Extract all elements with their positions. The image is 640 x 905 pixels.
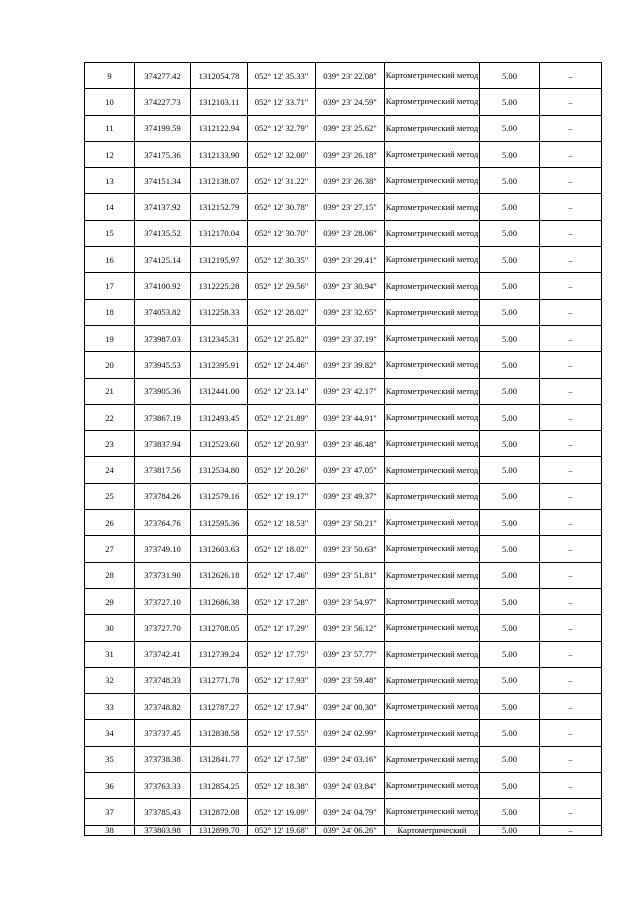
y-coordinate: 1312138.07 [191,168,248,194]
point-number: 12 [85,141,135,167]
determination-method: Картометрический метод [385,325,480,351]
coordinates-table [84,62,602,836]
note: – [540,483,602,509]
accuracy: 5.00 [480,746,540,772]
latitude: 052° 12' 33.71" [248,89,316,115]
latitude: 052° 12' 30.70" [248,220,316,246]
point-number: 30 [85,615,135,641]
point-number: 23 [85,431,135,457]
x-coordinate: 373738.38 [135,746,191,772]
x-coordinate: 374277.42 [135,63,191,89]
determination-method: Картометрический метод [385,746,480,772]
y-coordinate: 1312195.97 [191,247,248,273]
latitude: 052° 12' 19.17" [248,483,316,509]
note: – [540,352,602,378]
accuracy: 5.00 [480,378,540,404]
point-number: 24 [85,457,135,483]
latitude: 052° 12' 31.22" [248,168,316,194]
y-coordinate: 1312595.36 [191,510,248,536]
table-row [85,694,602,720]
note: – [540,457,602,483]
point-number: 36 [85,773,135,799]
table-row [85,89,602,115]
note: – [540,510,602,536]
table-row [85,667,602,693]
x-coordinate: 373987.03 [135,325,191,351]
x-coordinate: 373748.33 [135,667,191,693]
longitude: 039° 24' 04.79" [316,799,385,825]
determination-method: Картометрический метод [385,247,480,273]
determination-method: Картометрический метод [385,63,480,89]
accuracy: 5.00 [480,431,540,457]
point-number: 10 [85,89,135,115]
note: – [540,641,602,667]
note: – [540,615,602,641]
x-coordinate: 373817.56 [135,457,191,483]
table-row [85,404,602,430]
x-coordinate: 374100.92 [135,273,191,299]
determination-method: Картометрический метод [385,641,480,667]
accuracy: 5.00 [480,273,540,299]
table-row [85,63,602,89]
determination-method: Картометрический метод [385,588,480,614]
accuracy: 5.00 [480,168,540,194]
y-coordinate: 1312771.78 [191,667,248,693]
latitude: 052° 12' 19.09" [248,799,316,825]
accuracy: 5.00 [480,799,540,825]
determination-method: Картометрический метод [385,510,480,536]
determination-method: Картометрический [385,825,480,835]
point-number: 22 [85,404,135,430]
longitude: 039° 23' 30.94" [316,273,385,299]
determination-method: Картометрический метод [385,378,480,404]
x-coordinate: 374135.52 [135,220,191,246]
latitude: 052° 12' 28.02" [248,299,316,325]
accuracy: 5.00 [480,220,540,246]
y-coordinate: 1312787.27 [191,694,248,720]
table-row [85,194,602,220]
latitude: 052° 12' 17.93" [248,667,316,693]
y-coordinate: 1312152.79 [191,194,248,220]
latitude: 052° 12' 17.55" [248,720,316,746]
y-coordinate: 1312258.33 [191,299,248,325]
point-number: 32 [85,667,135,693]
y-coordinate: 1312854.25 [191,773,248,799]
point-number: 28 [85,562,135,588]
determination-method: Картометрический метод [385,694,480,720]
table-row [85,588,602,614]
y-coordinate: 1312523.60 [191,431,248,457]
x-coordinate: 373803.98 [135,825,191,835]
y-coordinate: 1312872.08 [191,799,248,825]
latitude: 052° 12' 32.79" [248,115,316,141]
table-row [85,325,602,351]
x-coordinate: 374137.92 [135,194,191,220]
table-row [85,483,602,509]
determination-method: Картометрический метод [385,773,480,799]
table-row [85,299,602,325]
x-coordinate: 374227.73 [135,89,191,115]
table-row [85,746,602,772]
longitude: 039° 23' 37.19" [316,325,385,351]
latitude: 052° 12' 30.78" [248,194,316,220]
latitude: 052° 12' 24.46" [248,352,316,378]
y-coordinate: 1312170.04 [191,220,248,246]
note: – [540,273,602,299]
note: – [540,63,602,89]
point-number: 31 [85,641,135,667]
point-number: 33 [85,694,135,720]
note: – [540,378,602,404]
longitude: 039° 23' 49.37" [316,483,385,509]
x-coordinate: 373905.36 [135,378,191,404]
accuracy: 5.00 [480,247,540,273]
y-coordinate: 1312103.11 [191,89,248,115]
accuracy: 5.00 [480,299,540,325]
y-coordinate: 1312739.24 [191,641,248,667]
table-row [85,168,602,194]
table-row [85,141,602,167]
y-coordinate: 1312626.18 [191,562,248,588]
latitude: 052° 12' 23.14" [248,378,316,404]
accuracy: 5.00 [480,89,540,115]
note: – [540,588,602,614]
table-row [85,799,602,825]
table-row [85,247,602,273]
longitude: 039° 23' 59.48" [316,667,385,693]
table-row [85,510,602,536]
y-coordinate: 1312841.77 [191,746,248,772]
longitude: 039° 23' 29.41" [316,247,385,273]
longitude: 039° 23' 24.59" [316,89,385,115]
note: – [540,825,602,835]
determination-method: Картометрический метод [385,299,480,325]
latitude: 052° 12' 17.75" [248,641,316,667]
point-number: 26 [85,510,135,536]
longitude: 039° 23' 57.77" [316,641,385,667]
y-coordinate: 1312686.38 [191,588,248,614]
accuracy: 5.00 [480,562,540,588]
point-number: 19 [85,325,135,351]
table-row [85,273,602,299]
point-number: 13 [85,168,135,194]
longitude: 039° 24' 06.26" [316,825,385,835]
determination-method: Картометрический метод [385,352,480,378]
point-number: 17 [85,273,135,299]
note: – [540,194,602,220]
table-row [85,352,602,378]
note: – [540,746,602,772]
note: – [540,220,602,246]
x-coordinate: 374151.34 [135,168,191,194]
latitude: 052° 12' 21.89" [248,404,316,430]
longitude: 039° 23' 26.18" [316,141,385,167]
x-coordinate: 373727.70 [135,615,191,641]
table-row [85,220,602,246]
point-number: 18 [85,299,135,325]
note: – [540,799,602,825]
table-row [85,720,602,746]
determination-method: Картометрический метод [385,115,480,141]
note: – [540,141,602,167]
point-number: 29 [85,588,135,614]
x-coordinate: 373737.45 [135,720,191,746]
table-row [85,641,602,667]
accuracy: 5.00 [480,457,540,483]
determination-method: Картометрический метод [385,431,480,457]
x-coordinate: 373749.10 [135,536,191,562]
longitude: 039° 23' 42.17" [316,378,385,404]
x-coordinate: 373867.19 [135,404,191,430]
accuracy: 5.00 [480,115,540,141]
longitude: 039° 23' 28.06" [316,220,385,246]
point-number: 21 [85,378,135,404]
latitude: 052° 12' 32.00" [248,141,316,167]
longitude: 039° 24' 03.16" [316,746,385,772]
latitude: 052° 12' 17.46" [248,562,316,588]
y-coordinate: 1312395.91 [191,352,248,378]
table-row [85,115,602,141]
latitude: 052° 12' 17.29" [248,615,316,641]
longitude: 039° 23' 54.97" [316,588,385,614]
point-number: 25 [85,483,135,509]
note: – [540,168,602,194]
note: – [540,562,602,588]
x-coordinate: 373945.53 [135,352,191,378]
accuracy: 5.00 [480,641,540,667]
latitude: 052° 12' 18.53" [248,510,316,536]
point-number: 9 [85,63,135,89]
x-coordinate: 374199.59 [135,115,191,141]
x-coordinate: 373742.41 [135,641,191,667]
latitude: 052° 12' 18.02" [248,536,316,562]
determination-method: Картометрический метод [385,562,480,588]
accuracy: 5.00 [480,536,540,562]
note: – [540,536,602,562]
table-row [85,431,602,457]
determination-method: Картометрический метод [385,536,480,562]
longitude: 039° 23' 46.48" [316,431,385,457]
x-coordinate: 373837.94 [135,431,191,457]
x-coordinate: 373727.10 [135,588,191,614]
accuracy: 5.00 [480,510,540,536]
accuracy: 5.00 [480,483,540,509]
point-number: 27 [85,536,135,562]
determination-method: Картометрический метод [385,141,480,167]
determination-method: Картометрический метод [385,667,480,693]
table-row [85,562,602,588]
note: – [540,89,602,115]
determination-method: Картометрический метод [385,404,480,430]
determination-method: Картометрический метод [385,89,480,115]
accuracy: 5.00 [480,615,540,641]
determination-method: Картометрический метод [385,220,480,246]
x-coordinate: 373763.33 [135,773,191,799]
note: – [540,299,602,325]
point-number: 14 [85,194,135,220]
determination-method: Картометрический метод [385,194,480,220]
longitude: 039° 23' 22.08" [316,63,385,89]
x-coordinate: 373784.26 [135,483,191,509]
coordinates-table-body [85,63,602,836]
longitude: 039° 23' 25.62" [316,115,385,141]
determination-method: Картометрический метод [385,168,480,194]
longitude: 039° 23' 50.21" [316,510,385,536]
note: – [540,325,602,351]
determination-method: Картометрический метод [385,457,480,483]
note: – [540,404,602,430]
x-coordinate: 373731.90 [135,562,191,588]
latitude: 052° 12' 20.93" [248,431,316,457]
longitude: 039° 23' 51.81" [316,562,385,588]
longitude: 039° 23' 26.38" [316,168,385,194]
longitude: 039° 23' 50.63" [316,536,385,562]
accuracy: 5.00 [480,667,540,693]
y-coordinate: 1312441.00 [191,378,248,404]
point-number: 37 [85,799,135,825]
y-coordinate: 1312899.70 [191,825,248,835]
accuracy: 5.00 [480,825,540,835]
x-coordinate: 374175.36 [135,141,191,167]
table-row [85,457,602,483]
note: – [540,667,602,693]
y-coordinate: 1312133.90 [191,141,248,167]
note: – [540,773,602,799]
latitude: 052° 12' 35.33" [248,63,316,89]
point-number: 35 [85,746,135,772]
point-number: 20 [85,352,135,378]
accuracy: 5.00 [480,194,540,220]
latitude: 052° 12' 29.56" [248,273,316,299]
table-row [85,378,602,404]
point-number: 11 [85,115,135,141]
x-coordinate: 373785.43 [135,799,191,825]
accuracy: 5.00 [480,694,540,720]
y-coordinate: 1312534.80 [191,457,248,483]
accuracy: 5.00 [480,325,540,351]
latitude: 052° 12' 25.82" [248,325,316,351]
table-row [85,536,602,562]
accuracy: 5.00 [480,720,540,746]
latitude: 052° 12' 30.35" [248,247,316,273]
longitude: 039° 23' 44.91" [316,404,385,430]
note: – [540,115,602,141]
latitude: 052° 12' 18.38" [248,773,316,799]
y-coordinate: 1312345.31 [191,325,248,351]
point-number: 15 [85,220,135,246]
determination-method: Картометрический метод [385,273,480,299]
longitude: 039° 23' 47.05" [316,457,385,483]
latitude: 052° 12' 20.26" [248,457,316,483]
accuracy: 5.00 [480,773,540,799]
accuracy: 5.00 [480,141,540,167]
determination-method: Картометрический метод [385,483,480,509]
longitude: 039° 23' 32.65" [316,299,385,325]
table-row [85,825,602,835]
accuracy: 5.00 [480,404,540,430]
point-number: 38 [85,825,135,835]
latitude: 052° 12' 17.28" [248,588,316,614]
x-coordinate: 373748.82 [135,694,191,720]
determination-method: Картометрический метод [385,799,480,825]
y-coordinate: 1312054.78 [191,63,248,89]
longitude: 039° 23' 56.12" [316,615,385,641]
point-number: 34 [85,720,135,746]
y-coordinate: 1312493.45 [191,404,248,430]
latitude: 052° 12' 17.58" [248,746,316,772]
latitude: 052° 12' 19.68" [248,825,316,835]
y-coordinate: 1312838.58 [191,720,248,746]
note: – [540,720,602,746]
longitude: 039° 24' 03.84" [316,773,385,799]
longitude: 039° 24' 00.30" [316,694,385,720]
y-coordinate: 1312579.16 [191,483,248,509]
longitude: 039° 23' 39.82" [316,352,385,378]
x-coordinate: 373764.76 [135,510,191,536]
x-coordinate: 374125.14 [135,247,191,273]
x-coordinate: 374053.82 [135,299,191,325]
longitude: 039° 23' 27.15" [316,194,385,220]
y-coordinate: 1312225.28 [191,273,248,299]
latitude: 052° 12' 17.94" [248,694,316,720]
table-row [85,773,602,799]
y-coordinate: 1312122.94 [191,115,248,141]
accuracy: 5.00 [480,352,540,378]
longitude: 039° 24' 02.99" [316,720,385,746]
y-coordinate: 1312603.63 [191,536,248,562]
determination-method: Картометрический метод [385,615,480,641]
table-row [85,615,602,641]
note: – [540,694,602,720]
accuracy: 5.00 [480,63,540,89]
point-number: 16 [85,247,135,273]
accuracy: 5.00 [480,588,540,614]
y-coordinate: 1312708.05 [191,615,248,641]
note: – [540,431,602,457]
note: – [540,247,602,273]
determination-method: Картометрический метод [385,720,480,746]
